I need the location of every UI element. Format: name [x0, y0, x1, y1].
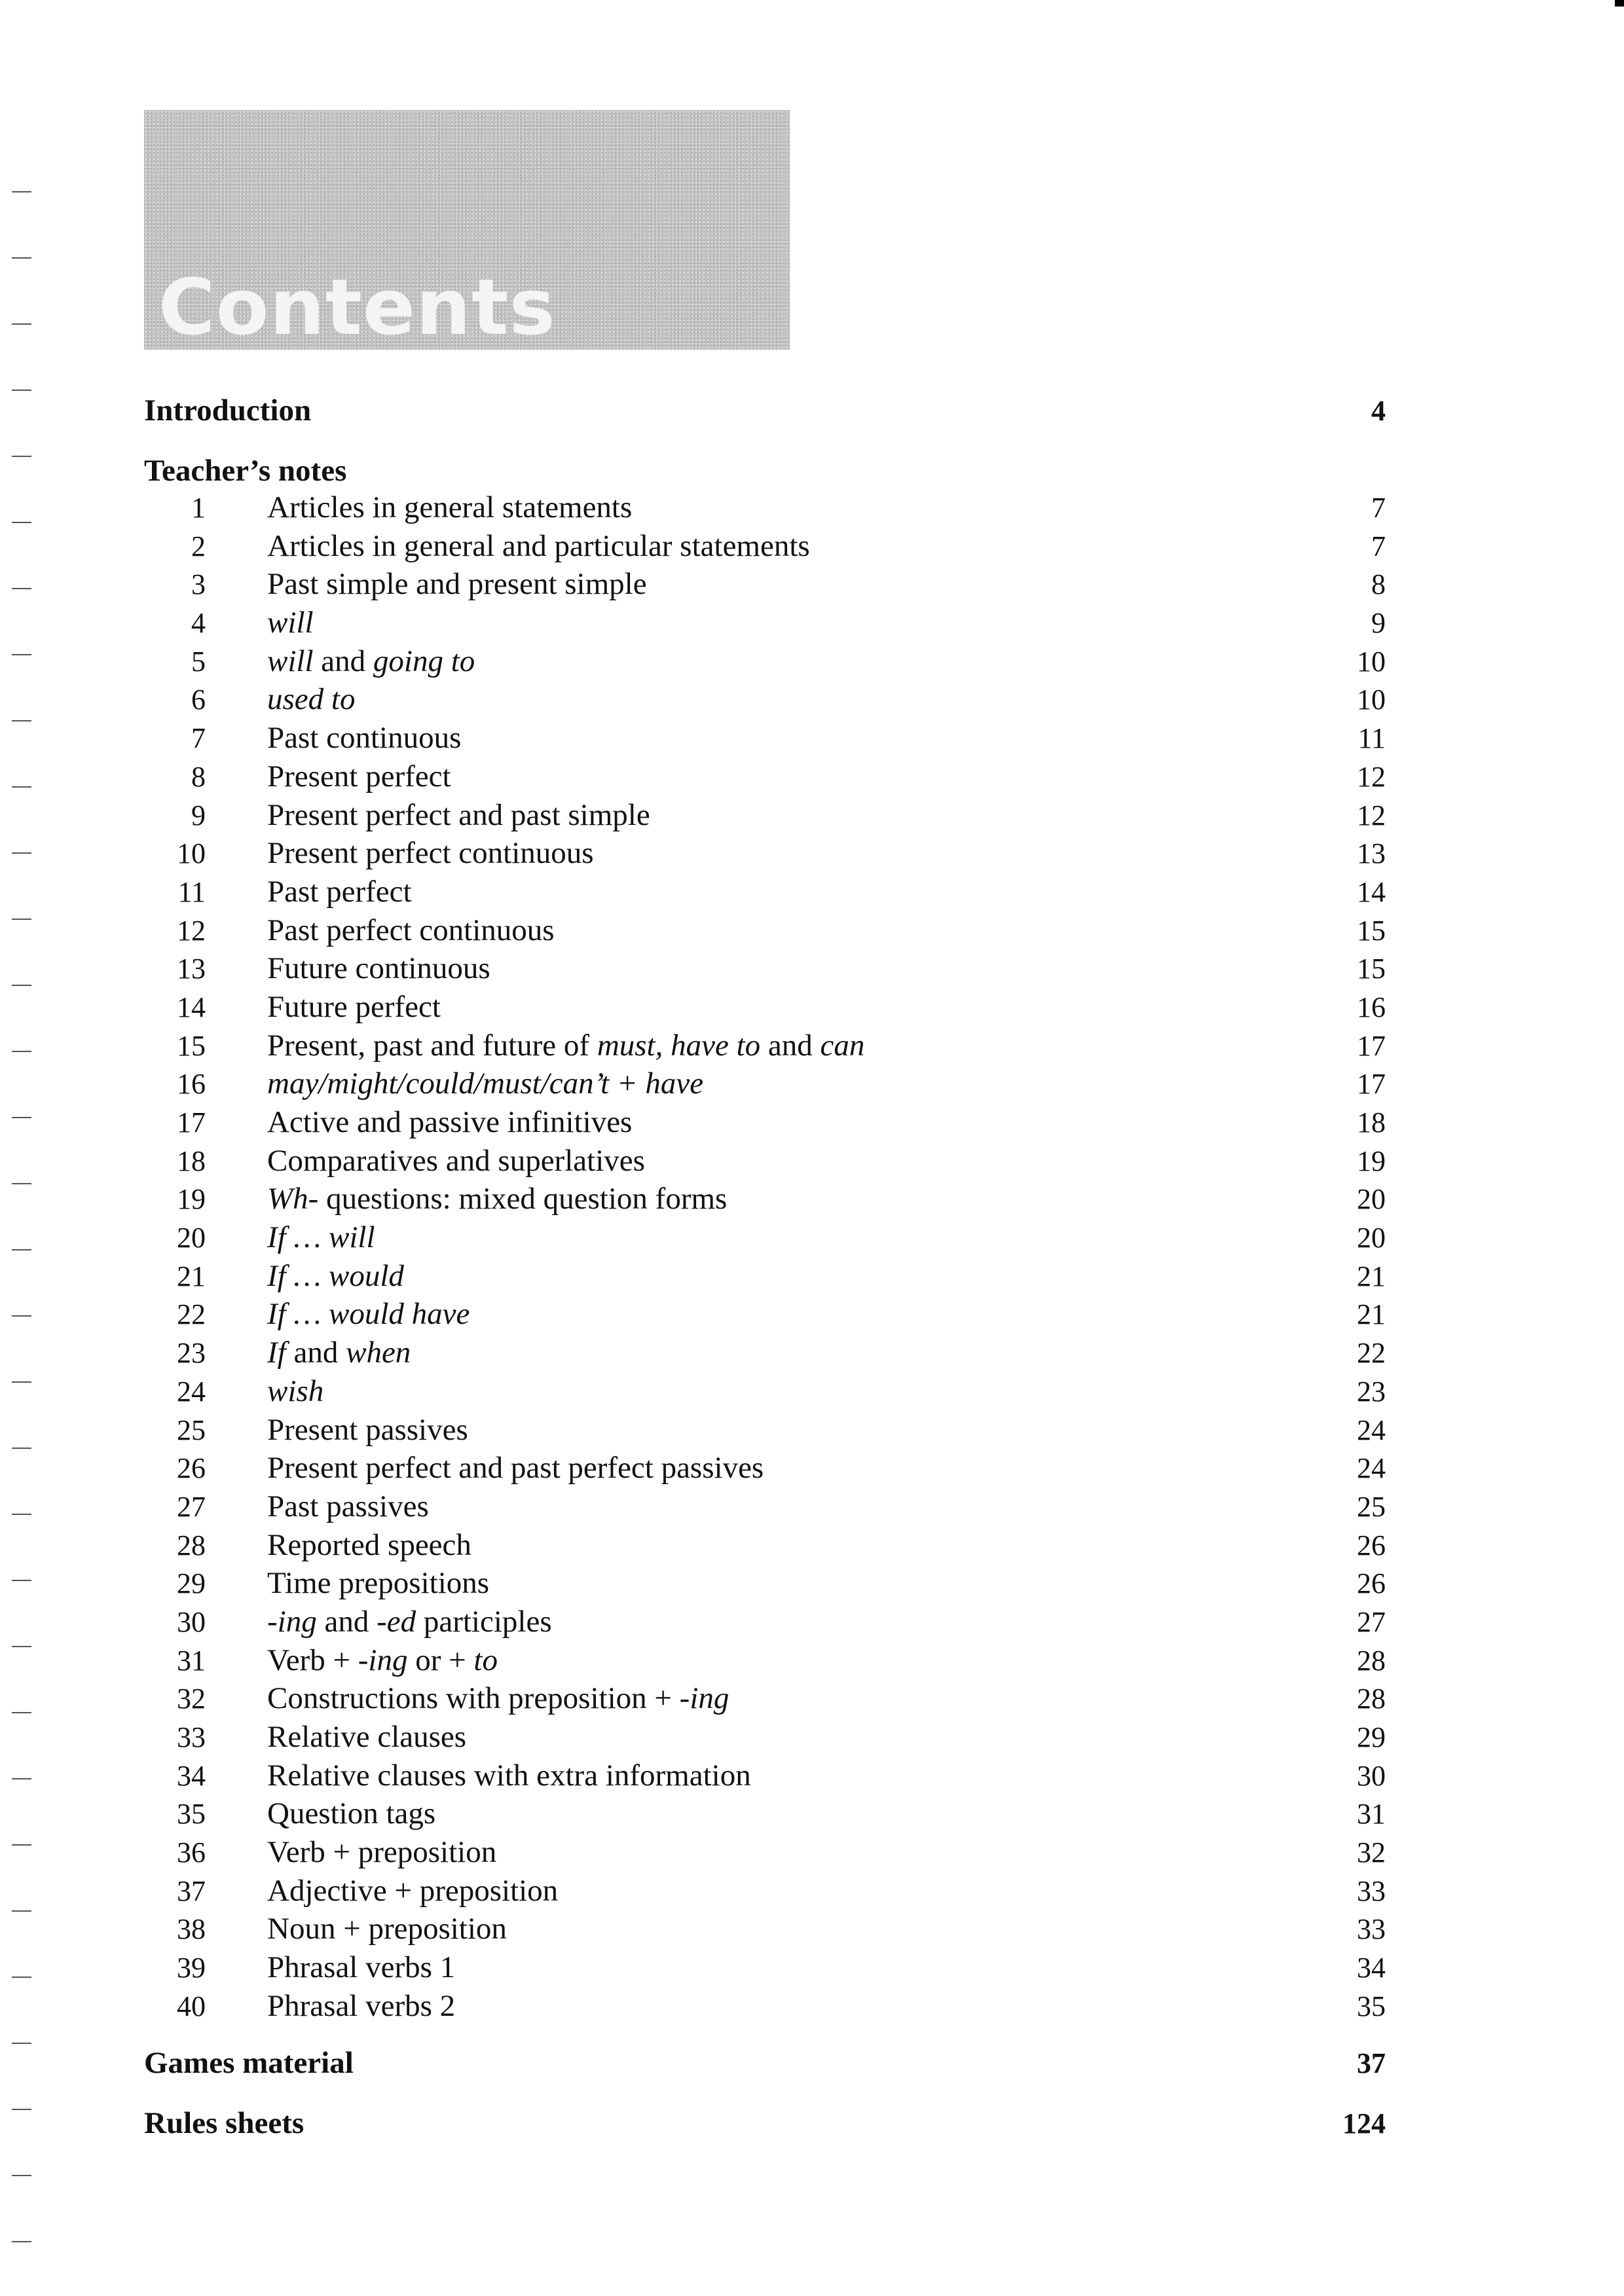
- entry-title-segment: or +: [407, 1643, 474, 1677]
- entry-title: [267, 1065, 1307, 1103]
- page-number: 37: [1357, 2047, 1386, 2079]
- entry-title-segment: Phrasal verbs 1: [267, 1950, 456, 1985]
- toc-entry[interactable]: [144, 1757, 1386, 1795]
- toc-section-rules-sheets[interactable]: [144, 2105, 1386, 2158]
- entry-title: [267, 1103, 1307, 1142]
- entry-title-segment: If: [267, 1336, 286, 1370]
- page-number: 34: [1357, 1952, 1386, 1984]
- entry-number: 26: [177, 1452, 206, 1485]
- entry-title: [267, 604, 1307, 642]
- entry-title-segment: Past passives: [267, 1489, 429, 1523]
- section-label: Introduction: [144, 393, 312, 428]
- entry-title-segment: Verb + preposition: [267, 1835, 497, 1870]
- entry-title: [267, 1334, 1307, 1372]
- entry-title: [267, 1718, 1307, 1757]
- page-title: Contents: [158, 262, 556, 352]
- entry-title: [267, 1641, 1307, 1680]
- entry-title-segment: Past perfect continuous: [267, 913, 555, 947]
- entry-number: 27: [177, 1490, 206, 1523]
- entry-title-segment: Wh-: [267, 1182, 319, 1216]
- entry-number: 10: [177, 837, 206, 870]
- entry-title: [267, 1295, 1307, 1334]
- entry-number: 6: [191, 683, 206, 716]
- page-number: 16: [1357, 991, 1386, 1023]
- entry-number: 14: [177, 991, 206, 1023]
- toc-entry[interactable]: [144, 680, 1386, 719]
- toc-entry[interactable]: [144, 1603, 1386, 1641]
- page-number: 4: [1371, 395, 1386, 427]
- entry-title-segment: -ed: [377, 1604, 416, 1639]
- entry-number: 5: [191, 645, 206, 678]
- entry-title-segment: Relative clauses with extra information: [267, 1758, 751, 1793]
- entry-number: 33: [177, 1721, 206, 1753]
- page-number: 32: [1357, 1836, 1386, 1869]
- toc-entry[interactable]: [144, 1718, 1386, 1757]
- entry-number: 2: [191, 530, 206, 562]
- toc-entry[interactable]: [144, 1218, 1386, 1257]
- toc-entry[interactable]: [144, 1679, 1386, 1718]
- entry-title-segment: wish: [267, 1374, 324, 1408]
- entry-number: 3: [191, 568, 206, 601]
- entry-title-segment: Present perfect continuous: [267, 836, 594, 871]
- entry-title: [267, 488, 1307, 527]
- toc-entry[interactable]: [144, 1795, 1386, 1833]
- toc-entry[interactable]: [144, 757, 1386, 796]
- toc-entry[interactable]: [144, 1948, 1386, 1987]
- page-number: 12: [1357, 760, 1386, 793]
- page-number: 25: [1357, 1490, 1386, 1523]
- entry-title-segment: questions: mixed question forms: [318, 1182, 728, 1216]
- entry-title-segment: Articles in general statements: [267, 490, 633, 524]
- page-number: 29: [1357, 1721, 1386, 1753]
- toc-entry[interactable]: [144, 1295, 1386, 1334]
- entry-number: 1: [191, 492, 206, 524]
- entry-number: 30: [177, 1605, 206, 1638]
- teachers-notes-list: [144, 488, 1386, 2026]
- page-number: 20: [1357, 1222, 1386, 1254]
- binding-margin-marks: [5, 131, 37, 2278]
- toc-entry[interactable]: [144, 565, 1386, 604]
- table-of-contents: [144, 393, 1386, 2158]
- entry-title: [267, 565, 1307, 604]
- entry-title-segment: Future perfect: [267, 989, 441, 1024]
- toc-entry[interactable]: [144, 1103, 1386, 1142]
- page-number: 17: [1357, 1068, 1386, 1101]
- entry-title-segment: If … will: [267, 1220, 375, 1255]
- entry-number: 37: [177, 1874, 206, 1907]
- page-number: 14: [1357, 875, 1386, 908]
- entry-title-segment: and: [316, 1604, 377, 1639]
- entry-title: [267, 911, 1307, 950]
- toc-entry[interactable]: [144, 834, 1386, 873]
- entry-number: 28: [177, 1529, 206, 1561]
- entry-title-segment: and: [286, 1336, 346, 1370]
- page-number: 20: [1357, 1183, 1386, 1216]
- toc-entry[interactable]: [144, 604, 1386, 642]
- entry-title-segment: -ing: [267, 1604, 317, 1639]
- entry-number: 13: [177, 953, 206, 985]
- toc-entry[interactable]: [144, 1411, 1386, 1449]
- page-number: 11: [1357, 722, 1386, 755]
- entry-title-segment: Present perfect: [267, 759, 451, 793]
- entry-title-segment: Relative clauses: [267, 1720, 467, 1754]
- entry-title: [267, 1564, 1307, 1603]
- toc-entry[interactable]: [144, 719, 1386, 757]
- entry-title-segment: Past continuous: [267, 721, 462, 756]
- page-number: 15: [1357, 914, 1386, 947]
- toc-entry[interactable]: [144, 1564, 1386, 1603]
- toc-entry[interactable]: [144, 1987, 1386, 2026]
- toc-entry[interactable]: [144, 949, 1386, 988]
- toc-entry[interactable]: [144, 796, 1386, 835]
- page-number: 21: [1357, 1298, 1386, 1331]
- page-number: 31: [1357, 1798, 1386, 1831]
- toc-entry[interactable]: [144, 911, 1386, 950]
- entry-title-segment: Articles in general and particular statements: [267, 528, 810, 563]
- toc-entry[interactable]: [144, 1487, 1386, 1526]
- entry-title: [267, 757, 1307, 796]
- entry-number: 23: [177, 1337, 206, 1370]
- entry-title-segment: Future continuous: [267, 951, 490, 986]
- toc-entry[interactable]: [144, 527, 1386, 566]
- entry-title-segment: Present perfect and past simple: [267, 797, 650, 832]
- entry-number: 7: [191, 722, 206, 755]
- entry-title: [267, 1679, 1307, 1718]
- entry-title-segment: Time prepositions: [267, 1566, 490, 1601]
- entry-title: [267, 642, 1307, 681]
- entry-number: 11: [177, 875, 206, 908]
- page-number: 35: [1357, 1990, 1386, 2022]
- entry-title: [267, 1948, 1307, 1987]
- page-number: 30: [1357, 1759, 1386, 1792]
- toc-entry[interactable]: [144, 488, 1386, 527]
- entry-number: 12: [177, 914, 206, 947]
- section-label: Games material: [144, 2045, 354, 2080]
- entry-number: 38: [177, 1913, 206, 1946]
- toc-entry[interactable]: [144, 1334, 1386, 1372]
- entry-title: [267, 680, 1307, 719]
- entry-title-segment: If … would: [267, 1258, 404, 1293]
- entry-title: [267, 873, 1307, 911]
- toc-entry[interactable]: [144, 1180, 1386, 1218]
- page-number: 27: [1357, 1605, 1386, 1638]
- toc-entry[interactable]: [144, 1372, 1386, 1411]
- entry-title: [267, 1180, 1307, 1218]
- entry-title-segment: Present passives: [267, 1412, 468, 1447]
- entry-number: 18: [177, 1144, 206, 1177]
- entry-title-segment: participles: [416, 1604, 552, 1639]
- entry-title-segment: Present perfect and past perfect passives: [267, 1451, 764, 1485]
- toc-section-games-material[interactable]: [144, 2045, 1386, 2105]
- toc-section-introduction[interactable]: [144, 393, 1386, 444]
- toc-entry[interactable]: [144, 1449, 1386, 1487]
- page-number: 18: [1357, 1106, 1386, 1139]
- entry-title: [267, 1218, 1307, 1257]
- entry-title-segment: Noun + preposition: [267, 1912, 507, 1946]
- entry-title: [267, 1449, 1307, 1487]
- entry-title: [267, 1910, 1307, 1948]
- entry-title: [267, 527, 1307, 566]
- entry-title-segment: must, have to: [597, 1028, 761, 1063]
- entry-title: [267, 1833, 1307, 1872]
- toc-entry[interactable]: [144, 873, 1386, 911]
- page-number: 28: [1357, 1644, 1386, 1677]
- entry-title: [267, 1795, 1307, 1833]
- page-number: 19: [1357, 1144, 1386, 1177]
- entry-title-segment: Verb +: [267, 1643, 358, 1677]
- entry-title-segment: If … would have: [267, 1297, 470, 1332]
- page-number: 10: [1357, 683, 1386, 716]
- entry-title-segment: Active and passive infinitives: [267, 1105, 633, 1139]
- page-number: 26: [1357, 1529, 1386, 1561]
- entry-title-segment: going to: [373, 644, 475, 678]
- entry-title: [267, 1411, 1307, 1449]
- section-label: Teacher’s notes: [144, 454, 347, 488]
- entry-number: 17: [177, 1106, 206, 1139]
- entry-title-segment: to: [473, 1643, 498, 1677]
- entry-title: [267, 1603, 1307, 1641]
- entry-title: [267, 1757, 1307, 1795]
- entry-number: 32: [177, 1683, 206, 1715]
- entry-number: 25: [177, 1413, 206, 1446]
- entry-title: [267, 1526, 1307, 1565]
- entry-title-segment: will: [267, 606, 314, 640]
- entry-number: 19: [177, 1183, 206, 1216]
- page-number: 12: [1357, 799, 1386, 831]
- entry-title: [267, 988, 1307, 1027]
- toc-entry[interactable]: [144, 642, 1386, 681]
- page-number: 10: [1357, 645, 1386, 678]
- toc-entry[interactable]: [144, 1641, 1386, 1680]
- page-number: 26: [1357, 1567, 1386, 1600]
- entry-number: 39: [177, 1952, 206, 1984]
- toc-entry[interactable]: [144, 1526, 1386, 1565]
- entry-number: 29: [177, 1567, 206, 1600]
- entry-title-segment: Past perfect: [267, 874, 412, 909]
- entry-number: 15: [177, 1029, 206, 1062]
- entry-title: [267, 1987, 1307, 2026]
- entry-title: [267, 1257, 1307, 1296]
- entry-title: [267, 1027, 1307, 1065]
- toc-entry[interactable]: [144, 1872, 1386, 1910]
- page-number: 22: [1357, 1337, 1386, 1370]
- page-number: 24: [1357, 1413, 1386, 1446]
- entry-number: 21: [177, 1260, 206, 1292]
- page-number: 23: [1357, 1375, 1386, 1408]
- entry-title-segment: Present, past and future of: [267, 1028, 597, 1063]
- entry-title-segment: Past simple and present simple: [267, 567, 647, 602]
- section-label: Rules sheets: [144, 2105, 304, 2140]
- entry-title-segment: when: [346, 1336, 411, 1370]
- entry-title: [267, 796, 1307, 835]
- entry-title-segment: used to: [267, 682, 356, 717]
- toc-section-teachers-notes: [144, 453, 1386, 488]
- entry-number: 9: [191, 799, 206, 831]
- entry-number: 16: [177, 1068, 206, 1101]
- toc-entry[interactable]: [144, 1065, 1386, 1103]
- entry-number: 40: [177, 1990, 206, 2022]
- page-number: 124: [1342, 2107, 1386, 2140]
- page-number: 7: [1371, 530, 1386, 562]
- entry-title-segment: Adjective + preposition: [267, 1873, 559, 1908]
- entry-title: [267, 1872, 1307, 1910]
- page-number: 28: [1357, 1683, 1386, 1715]
- entry-number: 31: [177, 1644, 206, 1677]
- entry-number: 4: [191, 607, 206, 640]
- page-number: 7: [1371, 492, 1386, 524]
- page-number: 21: [1357, 1260, 1386, 1292]
- entry-title-segment: will: [267, 644, 314, 678]
- entry-title-segment: -ing: [679, 1681, 729, 1716]
- entry-number: 22: [177, 1298, 206, 1331]
- toc-entry[interactable]: [144, 1257, 1386, 1296]
- page-number: 13: [1357, 837, 1386, 870]
- entry-number: 35: [177, 1798, 206, 1831]
- page-number: 33: [1357, 1874, 1386, 1907]
- page-number: 9: [1371, 607, 1386, 640]
- page-number: 33: [1357, 1913, 1386, 1946]
- entry-title: [267, 719, 1307, 757]
- entry-title-segment: may/might/could/must/can’t + have: [267, 1066, 704, 1101]
- entry-number: 8: [191, 760, 206, 793]
- entry-title: [267, 834, 1307, 873]
- toc-entry[interactable]: [144, 988, 1386, 1027]
- entry-title-segment: can: [820, 1028, 865, 1063]
- entry-number: 34: [177, 1759, 206, 1792]
- entry-number: 20: [177, 1222, 206, 1254]
- entry-title: [267, 1487, 1307, 1526]
- entry-number: 36: [177, 1836, 206, 1869]
- page-number: 24: [1357, 1452, 1386, 1485]
- entry-number: 24: [177, 1375, 206, 1408]
- contents-banner: [144, 110, 790, 350]
- entry-title: [267, 1142, 1307, 1180]
- toc-entry[interactable]: [144, 1910, 1386, 1948]
- page-number: 17: [1357, 1029, 1386, 1062]
- entry-title-segment: and: [313, 644, 373, 678]
- scan-edge-mark: [1615, 0, 1624, 7]
- entry-title-segment: Comparatives and superlatives: [267, 1143, 645, 1178]
- entry-title-segment: Constructions with preposition +: [267, 1681, 680, 1716]
- page-number: 15: [1357, 953, 1386, 985]
- entry-title-segment: -ing: [358, 1643, 408, 1677]
- entry-title-segment: Phrasal verbs 2: [267, 1988, 456, 2023]
- entry-title: [267, 949, 1307, 988]
- page-number: 8: [1371, 568, 1386, 601]
- toc-entry[interactable]: [144, 1142, 1386, 1180]
- entry-title-segment: Question tags: [267, 1796, 436, 1831]
- toc-entry[interactable]: [144, 1833, 1386, 1872]
- entry-title-segment: Reported speech: [267, 1527, 471, 1562]
- toc-entry[interactable]: [144, 1027, 1386, 1065]
- entry-title-segment: and: [760, 1028, 821, 1063]
- entry-title: [267, 1372, 1307, 1411]
